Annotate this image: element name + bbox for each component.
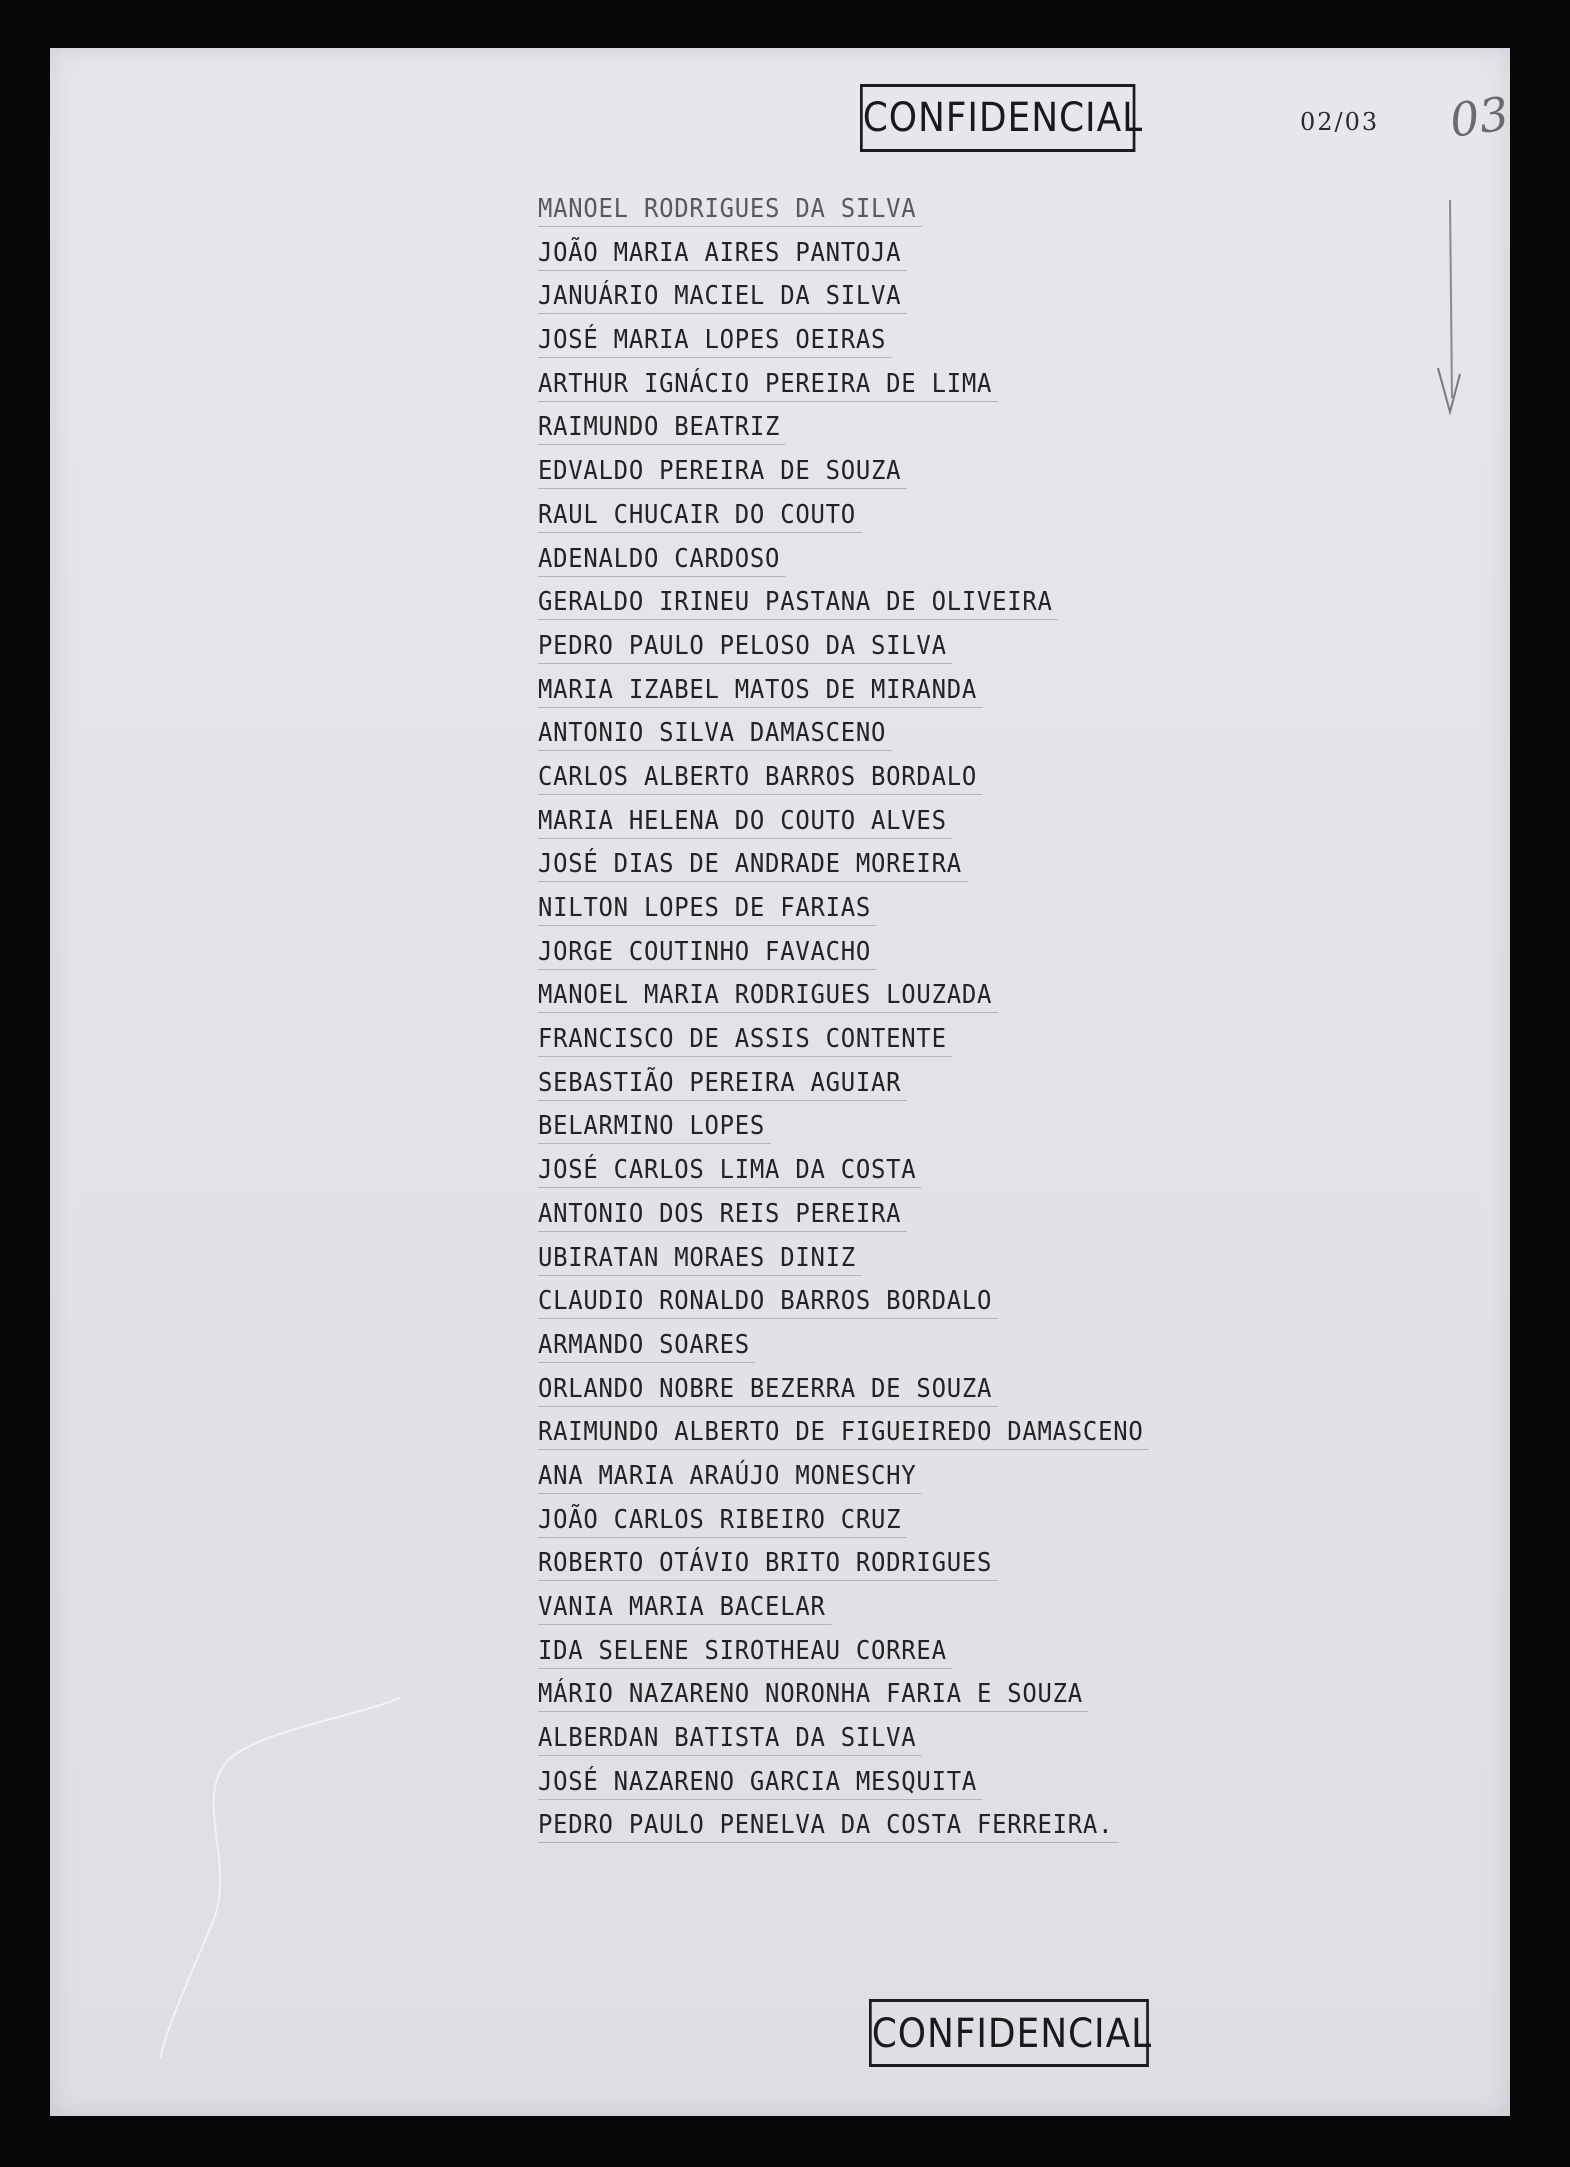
list-item: JANUÁRIO MACIEL DA SILVA — [538, 275, 1202, 319]
names-list — [538, 188, 1202, 1848]
confidential-stamp-top: CONFIDENCIAL — [860, 84, 1135, 152]
list-item: JOSÉ DIAS DE ANDRADE MOREIRA — [538, 843, 1202, 887]
list-item: PEDRO PAULO PELOSO DA SILVA — [538, 625, 1202, 669]
document-page — [50, 48, 1513, 2116]
list-item: BELARMINO LOPES — [538, 1105, 1202, 1149]
list-item: ADENALDO CARDOSO — [538, 538, 1202, 582]
list-item: GERALDO IRINEU PASTANA DE OLIVEIRA — [538, 581, 1202, 625]
list-item: ROBERTO OTÁVIO BRITO RODRIGUES — [538, 1542, 1202, 1586]
list-item: JOÃO MARIA AIRES PANTOJA — [538, 232, 1202, 276]
confidential-stamp-bottom: CONFIDENCIAL — [869, 1999, 1149, 2067]
list-item: MANOEL RODRIGUES DA SILVA — [538, 188, 1202, 232]
list-item: ARMANDO SOARES — [538, 1324, 1202, 1368]
list-item: ARTHUR IGNÁCIO PEREIRA DE LIMA — [538, 363, 1202, 407]
list-item: MARIA HELENA DO COUTO ALVES — [538, 800, 1202, 844]
list-item: MARIA IZABEL MATOS DE MIRANDA — [538, 669, 1202, 713]
list-item: VANIA MARIA BACELAR — [538, 1586, 1202, 1630]
list-item: CLAUDIO RONALDO BARROS BORDALO — [538, 1280, 1202, 1324]
list-item: IDA SELENE SIROTHEAU CORREA — [538, 1630, 1202, 1674]
list-item: JORGE COUTINHO FAVACHO — [538, 931, 1202, 975]
handwritten-page-mark: 03 — [1446, 86, 1513, 148]
list-item: UBIRATAN MORAES DINIZ — [538, 1237, 1202, 1281]
list-item: JOSÉ NAZARENO GARCIA MESQUITA — [538, 1761, 1202, 1805]
list-item: JOSÉ MARIA LOPES OEIRAS — [538, 319, 1202, 363]
list-item: EDVALDO PEREIRA DE SOUZA — [538, 450, 1202, 494]
page-number: 02/03 — [1300, 108, 1380, 136]
list-item: PEDRO PAULO PENELVA DA COSTA FERREIRA. — [538, 1804, 1202, 1848]
list-item: RAIMUNDO ALBERTO DE FIGUEIREDO DAMASCENO — [538, 1411, 1202, 1455]
list-item: RAUL CHUCAIR DO COUTO — [538, 494, 1202, 538]
list-item: ALBERDAN BATISTA DA SILVA — [538, 1717, 1202, 1761]
list-item: ORLANDO NOBRE BEZERRA DE SOUZA — [538, 1368, 1202, 1412]
list-item: ANA MARIA ARAÚJO MONESCHY — [538, 1455, 1202, 1499]
list-item: FRANCISCO DE ASSIS CONTENTE — [538, 1018, 1202, 1062]
list-item: RAIMUNDO BEATRIZ — [538, 406, 1202, 450]
list-item: MÁRIO NAZARENO NORONHA FARIA E SOUZA — [538, 1673, 1202, 1717]
handwritten-curve-mark — [150, 1688, 410, 2068]
list-item: MANOEL MARIA RODRIGUES LOUZADA — [538, 974, 1202, 1018]
list-item: JOSÉ CARLOS LIMA DA COSTA — [538, 1149, 1202, 1193]
list-item: ANTONIO DOS REIS PEREIRA — [538, 1193, 1202, 1237]
handwritten-arrow-icon — [1430, 198, 1470, 428]
list-item: NILTON LOPES DE FARIAS — [538, 887, 1202, 931]
list-item: SEBASTIÃO PEREIRA AGUIAR — [538, 1062, 1202, 1106]
list-item: CARLOS ALBERTO BARROS BORDALO — [538, 756, 1202, 800]
list-item: ANTONIO SILVA DAMASCENO — [538, 712, 1202, 756]
list-item: JOÃO CARLOS RIBEIRO CRUZ — [538, 1499, 1202, 1543]
